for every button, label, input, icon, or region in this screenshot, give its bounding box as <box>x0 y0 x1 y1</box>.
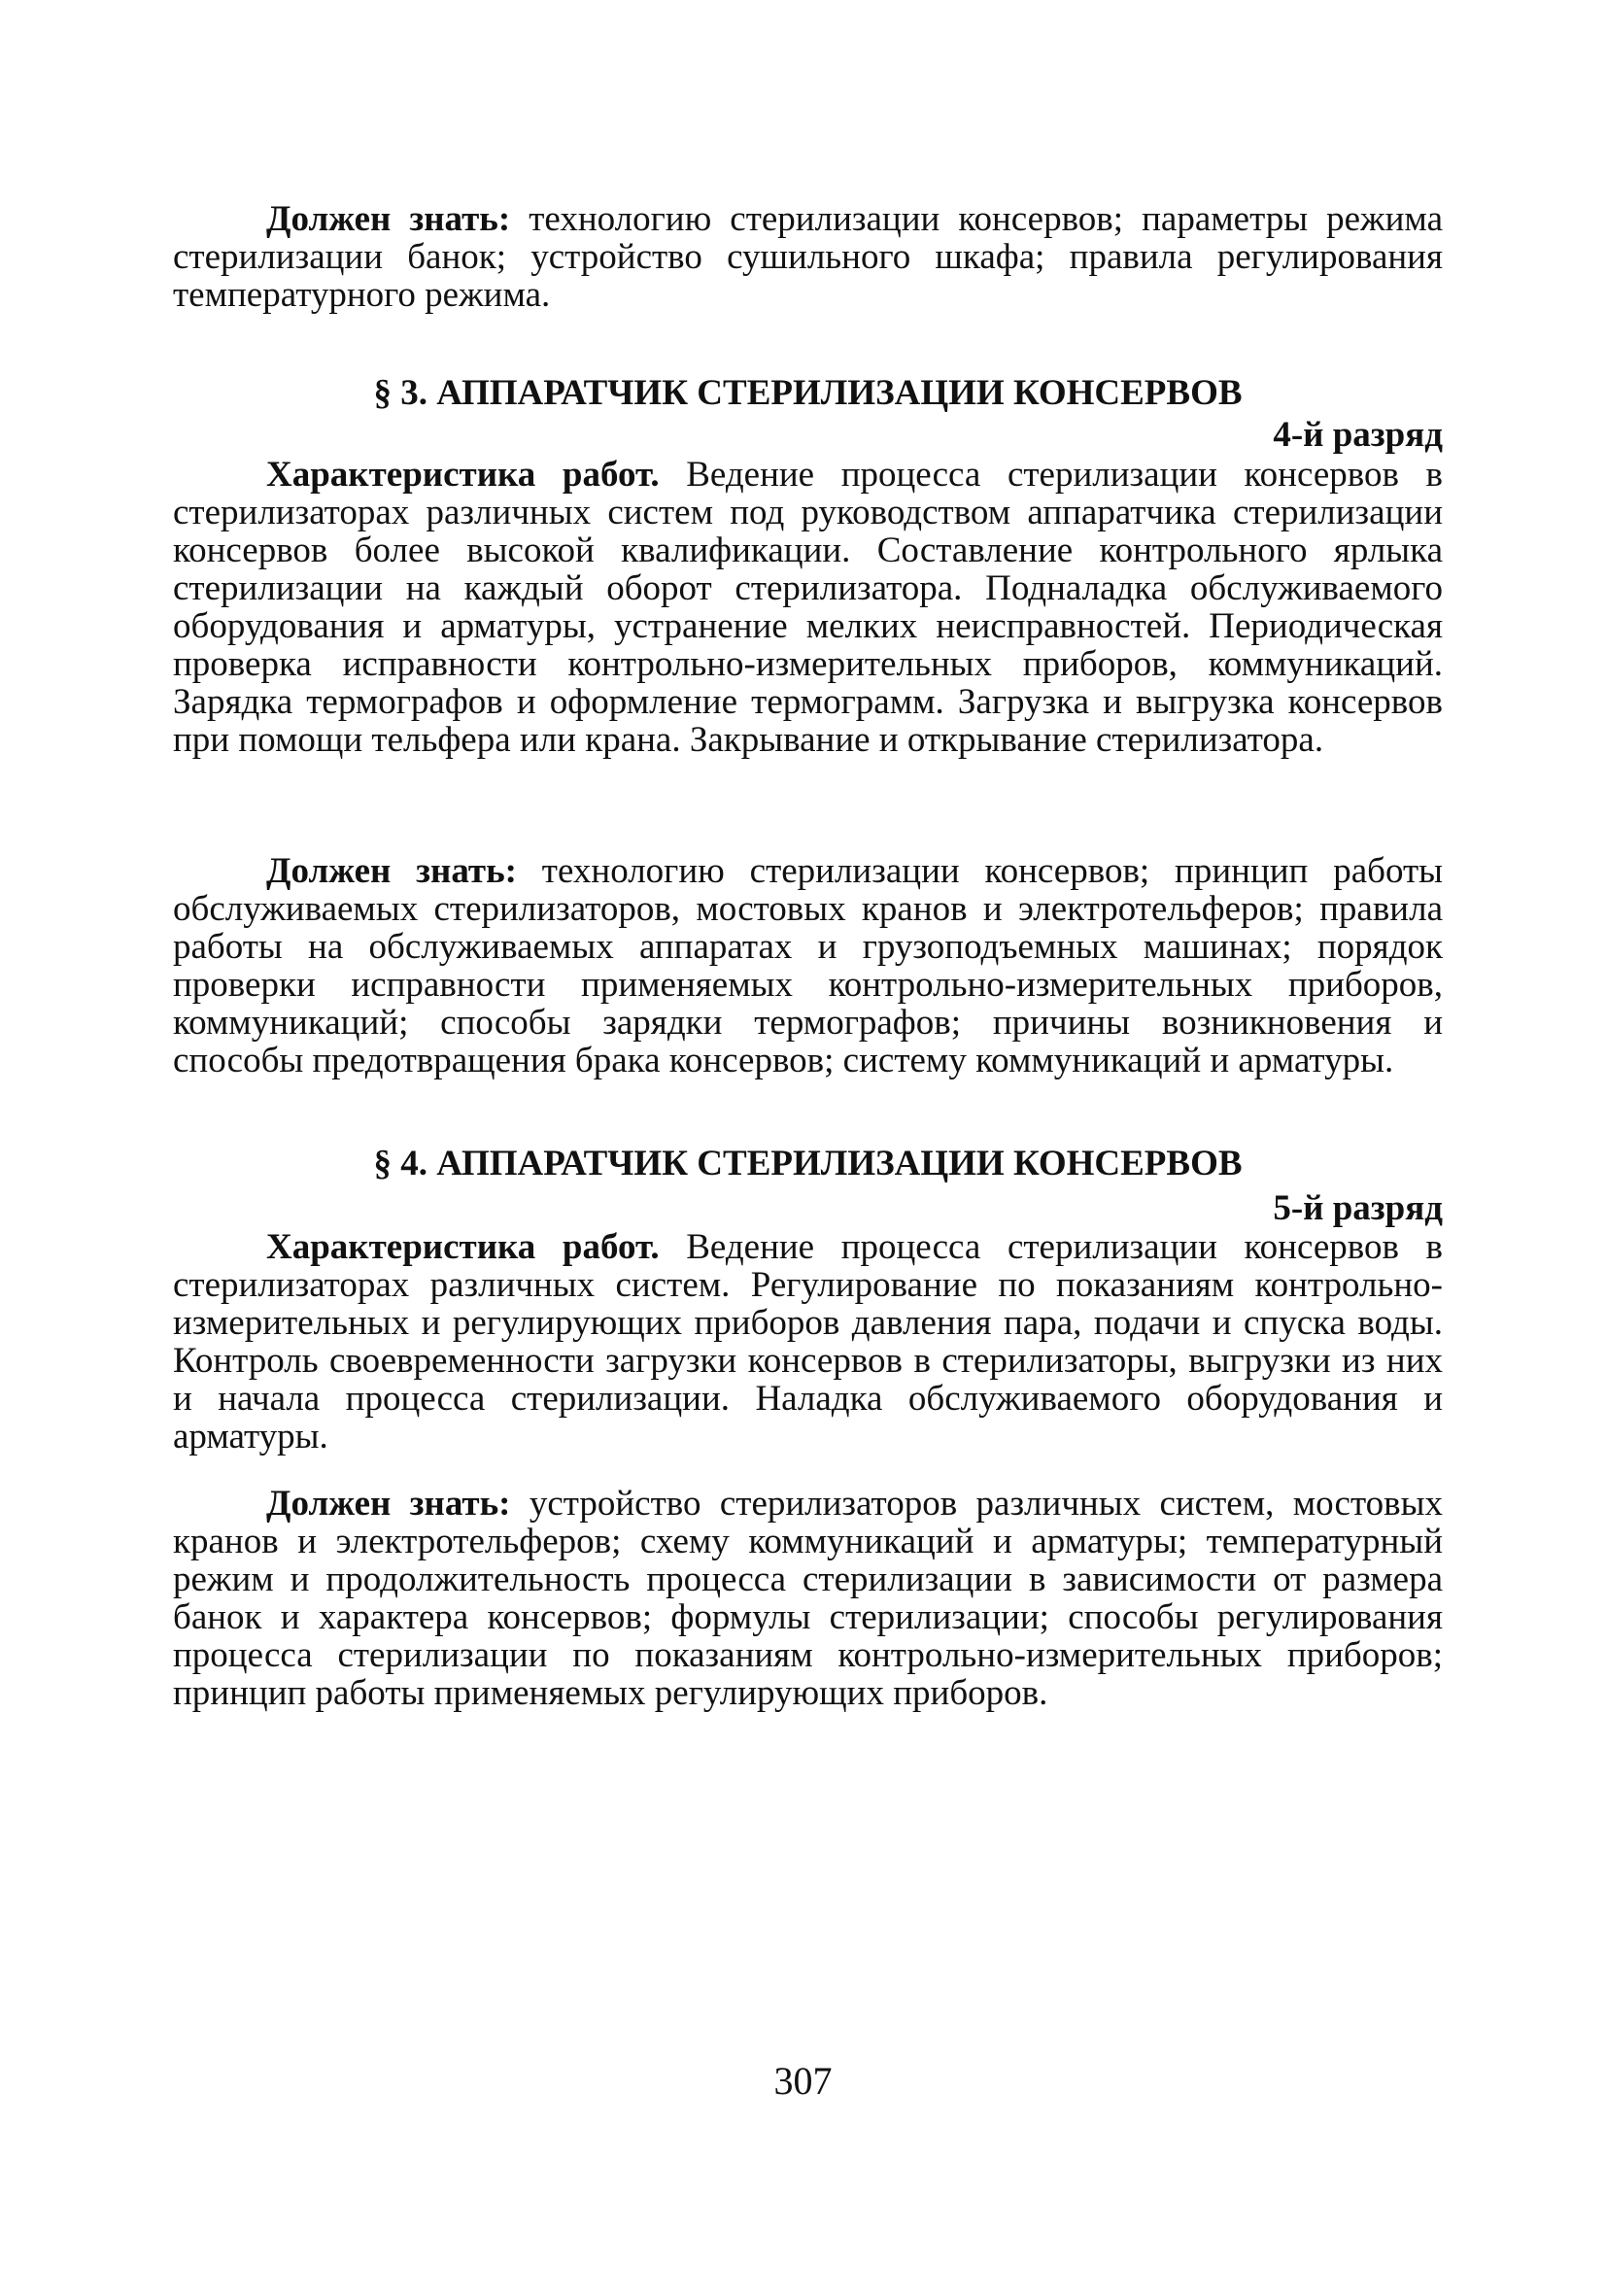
section-4-know-paragraph <box>173 1485 1443 1712</box>
section-3-work-paragraph <box>173 456 1443 759</box>
work-label: Характеристика работ. <box>266 455 660 495</box>
section-4-grade: 5-й разряд <box>1273 1188 1443 1228</box>
know-label: Должен знать: <box>266 199 511 239</box>
section-4-work-paragraph <box>173 1228 1443 1456</box>
know-text: устройство стерилизаторов различных систем, мостовых кранов и электротельферов; схему коммуникаций и арматуры; температурный режим и продолжительность процесса стерилизации в зависимости от размера банок и характера консервов; формулы стерилизации; способы регулирования процесса стерилизации по показаниям контрольно-измерительных приборов; принцип работы применяемых регулирующих приборов. <box>173 1484 1443 1713</box>
top-know-paragraph <box>173 200 1443 314</box>
know-text: технологию стерилизации консервов; параметры режима стерилизации банок; устройство сушильного шкафа; правила регулирования температурного режима. <box>173 199 1443 315</box>
know-label: Должен знать: <box>266 1484 511 1524</box>
work-text: Ведение процесса стерилизации консервов в стерилизаторах различных систем под руководством аппаратчика стерилизации консервов более высокой квалификации. Составление контрольного ярлыка стерилизации на каждый оборот стерилизатора. Подналадка обслуживаемого оборудования и арматуры, устранение мелких неисправностей. Периодическая проверка исправности контрольно-измерительных приборов, коммуникаций. Зарядка термографов и оформление термограмм. Загрузка и выгрузка консервов при помощи тельфера или крана. Закрывание и открывание стерилизатора. <box>173 455 1444 760</box>
know-text: технологию стерилизации консервов; принцип работы обслуживаемых стерилизаторов, мостовых кранов и электротельферов; правила работы на обслуживаемых аппаратах и грузоподъемных машинах; порядок проверки исправности применяемых контрольно-измерительных приборов, коммуникаций; способы зарядки термографов; причины возникновения и способы предотвращения брака консервов; систему коммуникаций и арматуры. <box>173 851 1443 1080</box>
section-3-know-paragraph <box>173 852 1443 1079</box>
section-3-heading: § 3. АППАРАТЧИК СТЕРИЛИЗАЦИИ КОНСЕРВОВ <box>373 373 1243 413</box>
section-4-heading: § 4. АППАРАТЧИК СТЕРИЛИЗАЦИИ КОНСЕРВОВ <box>373 1144 1243 1183</box>
page-number: 307 <box>773 2059 833 2103</box>
know-label: Должен знать: <box>266 851 517 891</box>
work-text: Ведение процесса стерилизации консервов в стерилизаторах различных систем. Регулирование по показаниям контрольно-измерительных и регулирующих приборов давления пара, подачи и спуска воды. Контроль своевременности загрузки консервов в стерилизаторы, выгрузки из них и начала процесса стерилизации. Наладка обслуживаемого оборудования и арматуры. <box>173 1227 1444 1456</box>
work-label: Характеристика работ. <box>266 1227 660 1267</box>
section-3-grade: 4-й разряд <box>1273 415 1443 455</box>
